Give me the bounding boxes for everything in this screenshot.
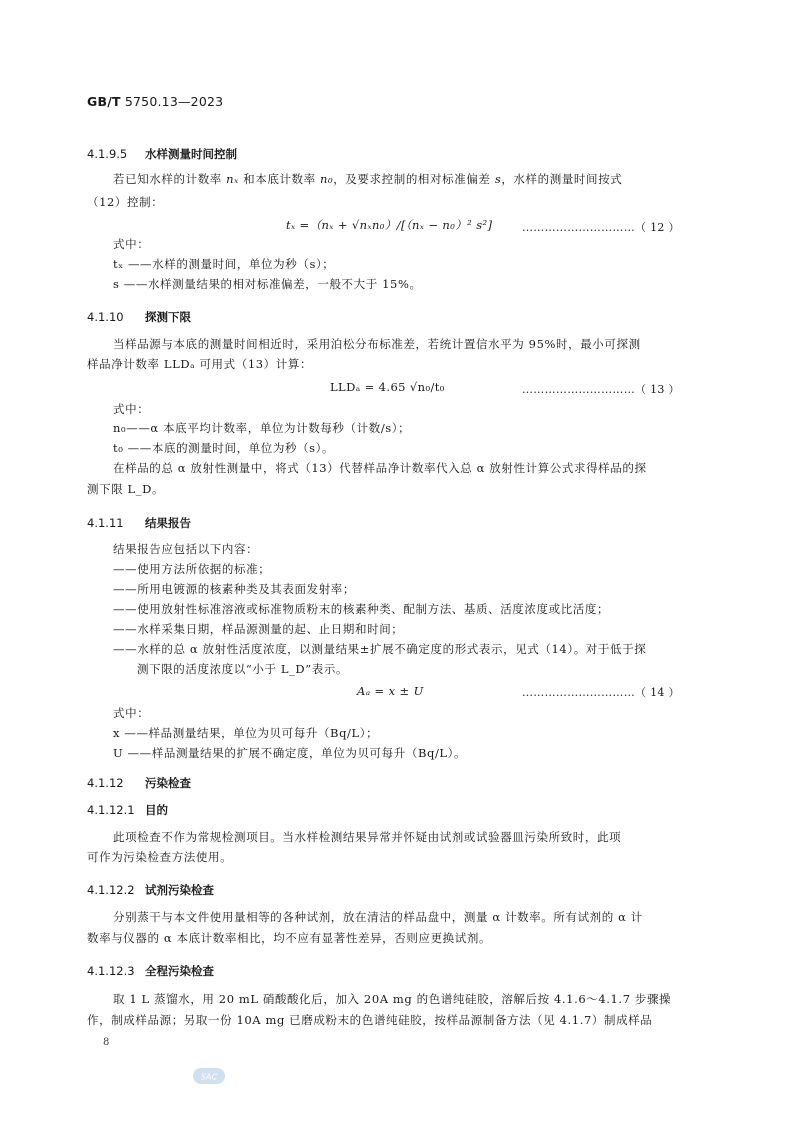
equation-number-13: …………………………（ 13 ） bbox=[522, 383, 680, 396]
list-item: ——水样采集日期，样品源测量的起、止日期和时间； bbox=[113, 622, 404, 636]
text-run: ，水样的测量时间按式 bbox=[501, 172, 623, 186]
definition-line: s ——水样测量结果的相对标准偏差，一般不大于 15%。 bbox=[113, 277, 422, 291]
paragraph-line: 此项检查不作为常规检测项目。当水样检测结果异常并怀疑由试剂或试验器皿污染所致时，此项 bbox=[113, 830, 622, 844]
list-item-continuation: 测下限的活度浓度以“小于 L_D”表示。 bbox=[137, 662, 349, 676]
section-heading-4-1-10 bbox=[87, 309, 191, 325]
definition-line: tₓ ——水样的测量时间，单位为秒（s）； bbox=[113, 257, 335, 271]
list-item: ——所用电镀源的核素种类及其表面发射率； bbox=[113, 582, 355, 596]
section-number: 4.1.10 bbox=[87, 310, 124, 324]
paragraph-line: 作，制成样品源；另取一份 10A mg 已磨成粉末的色谱纯硅胶，按样品源制备方法（见 4.1.7）制成样品 bbox=[87, 1013, 653, 1027]
text-run: ，及要求控制的相对标准偏差 bbox=[333, 172, 491, 186]
section-heading-4-1-9-5 bbox=[87, 146, 237, 162]
list-item: ——使用放射性标准溶液或标准物质粉末的核素种类、配制方法、基质、活度浓度或比活度； bbox=[113, 602, 610, 616]
paragraph-line: 测下限 L_D。 bbox=[87, 482, 165, 496]
section-number: 4.1.12.1 bbox=[87, 803, 135, 817]
section-title: 探测下限 bbox=[145, 310, 191, 324]
definition-line: x ——样品测量结果，单位为贝可每升（Bq/L）； bbox=[113, 726, 379, 740]
where-label: 式中： bbox=[113, 706, 150, 720]
section-heading-4-1-12 bbox=[87, 775, 191, 791]
standard-prefix: GB/T bbox=[87, 94, 121, 109]
section-title: 试剂污染检查 bbox=[145, 883, 214, 897]
sac-logo-icon bbox=[192, 1066, 226, 1086]
definition-line: t₀ ——本底的测量时间，单位为秒（s）。 bbox=[113, 441, 335, 455]
paragraph-line: 取 1 L 蒸馏水，用 20 mL 硝酸酸化后，加入 20A mg 的色谱纯硅胶，溶解后按 4.1.6～4.1.7 步骤操 bbox=[113, 992, 672, 1006]
equation-number-12: …………………………（ 12 ） bbox=[522, 221, 680, 234]
standard-header bbox=[87, 94, 223, 109]
paragraph-line: （12）控制： bbox=[87, 195, 164, 209]
section-number: 4.1.12 bbox=[87, 776, 124, 790]
paragraph-line: 结果报告应包括以下内容： bbox=[113, 542, 259, 556]
section-number: 4.1.9.5 bbox=[87, 147, 128, 161]
section-number: 4.1.12.3 bbox=[87, 964, 135, 978]
section-heading-4-1-12-2 bbox=[87, 882, 214, 898]
definition-line: U ——样品测量结果的扩展不确定度，单位为贝可每升（Bq/L）。 bbox=[113, 746, 467, 760]
symbol: n₀ bbox=[320, 172, 334, 186]
list-item: ——使用方法所依据的标准； bbox=[113, 562, 271, 576]
text-run: 和本底计数率 bbox=[243, 172, 316, 186]
section-title: 水样测量时间控制 bbox=[145, 147, 237, 161]
section-number: 4.1.12.2 bbox=[87, 883, 135, 897]
symbol: nₓ bbox=[226, 172, 239, 186]
paragraph-line: 样品净计数率 LLDₐ 可用式（13）计算： bbox=[87, 357, 313, 371]
formula-12: tₓ =（nₓ + √nₓn₀）/[（nₓ − n₀）² s²] bbox=[286, 218, 493, 232]
paragraph-line bbox=[113, 174, 622, 186]
section-heading-4-1-12-3 bbox=[87, 963, 214, 979]
standard-number: 5750.13—2023 bbox=[124, 94, 224, 109]
list-item: ——水样的总 α 放射性活度浓度，以测量结果±扩展不确定度的形式表示，见式（14）。对于低于探 bbox=[113, 642, 647, 656]
paragraph-line: 在样品的总 α 放射性测量中，将式（13）代替样品净计数率代入总 α 放射性计算公式求得样品的探 bbox=[113, 461, 647, 475]
where-label: 式中： bbox=[113, 402, 150, 416]
definition-line: n₀——α 本底平均计数率，单位为计数每秒（计数/s）； bbox=[113, 421, 411, 435]
section-title: 污染检查 bbox=[145, 776, 191, 790]
section-heading-4-1-12-1 bbox=[87, 802, 168, 818]
paragraph-line: 可作为污染检查方法使用。 bbox=[87, 850, 233, 864]
paragraph-line: 当样品源与本底的测量时间相近时，采用泊松分布标准差，若统计置信水平为 95%时，最小可探测 bbox=[113, 337, 641, 351]
text-run: 若已知水样的计数率 bbox=[113, 172, 222, 186]
section-title: 全程污染检查 bbox=[145, 964, 214, 978]
logo-text: SAC bbox=[200, 1072, 218, 1082]
section-number: 4.1.11 bbox=[87, 516, 124, 530]
section-title: 目的 bbox=[145, 803, 168, 817]
paragraph-line: 分别蒸干与本文件使用量相等的各种试剂，放在清洁的样品盘中，测量 α 计数率。所有试剂的 α 计 bbox=[113, 910, 643, 924]
symbol: s bbox=[494, 172, 502, 186]
formula-14: Aₐ = x ± U bbox=[357, 684, 424, 698]
equation-number-14: …………………………（ 14 ） bbox=[522, 686, 680, 699]
paragraph-line: 数率与仪器的 α 本底计数率相比，均不应有显著性差异，否则应更换试剂。 bbox=[87, 931, 492, 945]
section-title: 结果报告 bbox=[145, 516, 191, 530]
page-number: 8 bbox=[103, 1037, 110, 1048]
section-heading-4-1-11 bbox=[87, 515, 191, 531]
where-label: 式中： bbox=[113, 237, 150, 251]
formula-13: LLDₐ = 4.65 √n₀/t₀ bbox=[330, 380, 445, 394]
